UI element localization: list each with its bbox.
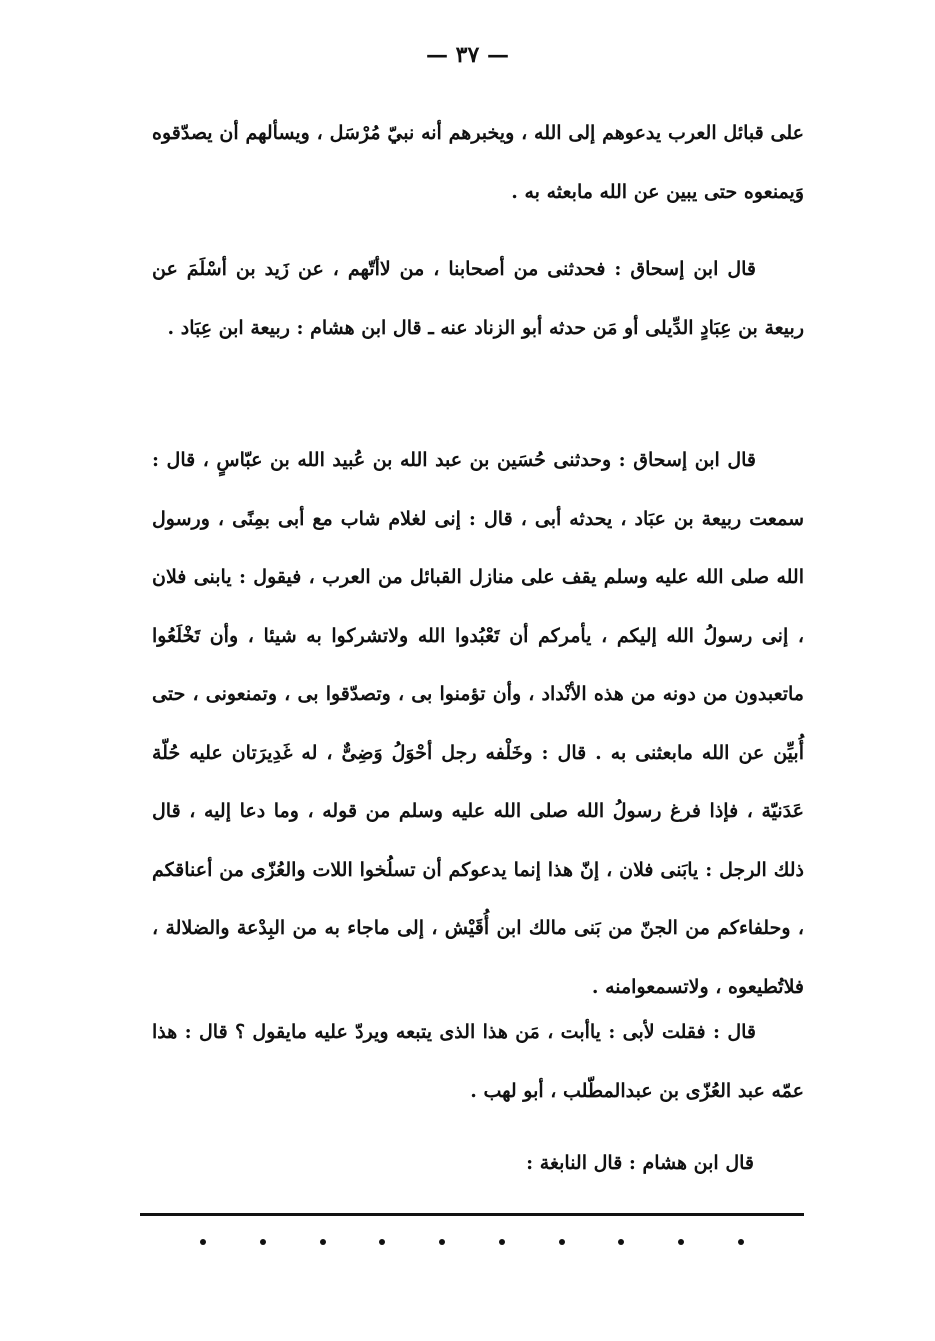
ornament-dot <box>320 1239 326 1245</box>
paragraph-4 <box>152 1003 804 1120</box>
ornament-dot <box>260 1239 266 1245</box>
ornament-dot <box>200 1239 206 1245</box>
page-number: — ٣٧ — <box>426 42 509 68</box>
paragraph-text: قال : فقلت لأبى : ياأبت ، مَن هذا الذى يتبعه ويردّ عليه مايقول ؟ قال : هذا عمّه عبد العُزّى بن عبدالمطّلب ، أبو لهب . <box>152 1021 804 1102</box>
ornament-dot <box>738 1239 744 1245</box>
ornament-dot <box>439 1239 445 1245</box>
footer-rule <box>140 1213 804 1216</box>
paragraph-3 <box>152 431 804 1016</box>
ornament-dot <box>559 1239 565 1245</box>
paragraph-2 <box>152 240 804 357</box>
paragraph-text: على قبائل العرب يدعوهم إلى الله ، ويخبرهم أنه نبيّ مُرْسَل ، ويسألهم أن يصدّقوه وَيمنعوه حتى يبين عن الله مابعثه به . <box>152 122 804 203</box>
paragraph-1 <box>152 104 804 221</box>
paragraph-5 <box>152 1134 804 1193</box>
footer-ornament <box>140 1233 804 1253</box>
ornament-dot <box>379 1239 385 1245</box>
ornament-dot <box>499 1239 505 1245</box>
paragraph-text: قال ابن إسحاق : فحدثنى من أصحابنا ، من لاأتّهم ، عن زَيد بن أسْلَمَ عن ربيعة بن عِبَادٍ الدِّيلى أو مَن حدثه أبو الزناد عنه ـ قال ابن هشام : ربيعة ابن عِبَاد . <box>152 258 804 339</box>
ornament-dot <box>678 1239 684 1245</box>
paragraph-text: قال ابن هشام : قال النابغة : <box>526 1152 754 1174</box>
paragraph-text: قال ابن إسحاق : وحدثنى حُسَين بن عبد الله بن عُبيد الله بن عبّاسٍ ، قال : سمعت ربيعة بن عبَاد ، يحدثه أبى ، قال : إنى لغلام شاب مع أبى بمِنًى ، ورسول الله صلى الله عليه وسلم يقف على منازل القبائل من العرب ، فيقول : يابنى فلان ، إنى رسولُ الله إليكم ، يأمركم أن تَعْبُدوا الله ولاتشركوا به شيئا ، وأن تَخْلَعُوا ماتعبدون من دونه من هذه الأنْداد ، وأن تؤمنوا بى ، وتصدّقوا بى ، وتمنعونى ، حتى أُبيِّن عن الله مابعثنى به . قال : وخَلْفه رجل أحْوَلُ وَضِىٌّ ، له غَدِيرَتان عليه حُلّة عَدَنيّة ، فإذا فرغ رسولُ الله صلى الله عليه وسلم من قوله ، وما دعا إليه ، قال ذلك الرجل : يابَنى فلان ، إنّ هذا إنما يدعوكم أن تسلُخوا اللات والعُزّى من أعناقكم ، وحلفاءكم من الجنّ من بَنى مالك ابن أُقَيْش ، إلى ماجاء به من البِدْعة والضلالة ، فلاتُطيعوه ، ولاتسمعوامنه . <box>152 449 804 998</box>
ornament-dot <box>618 1239 624 1245</box>
